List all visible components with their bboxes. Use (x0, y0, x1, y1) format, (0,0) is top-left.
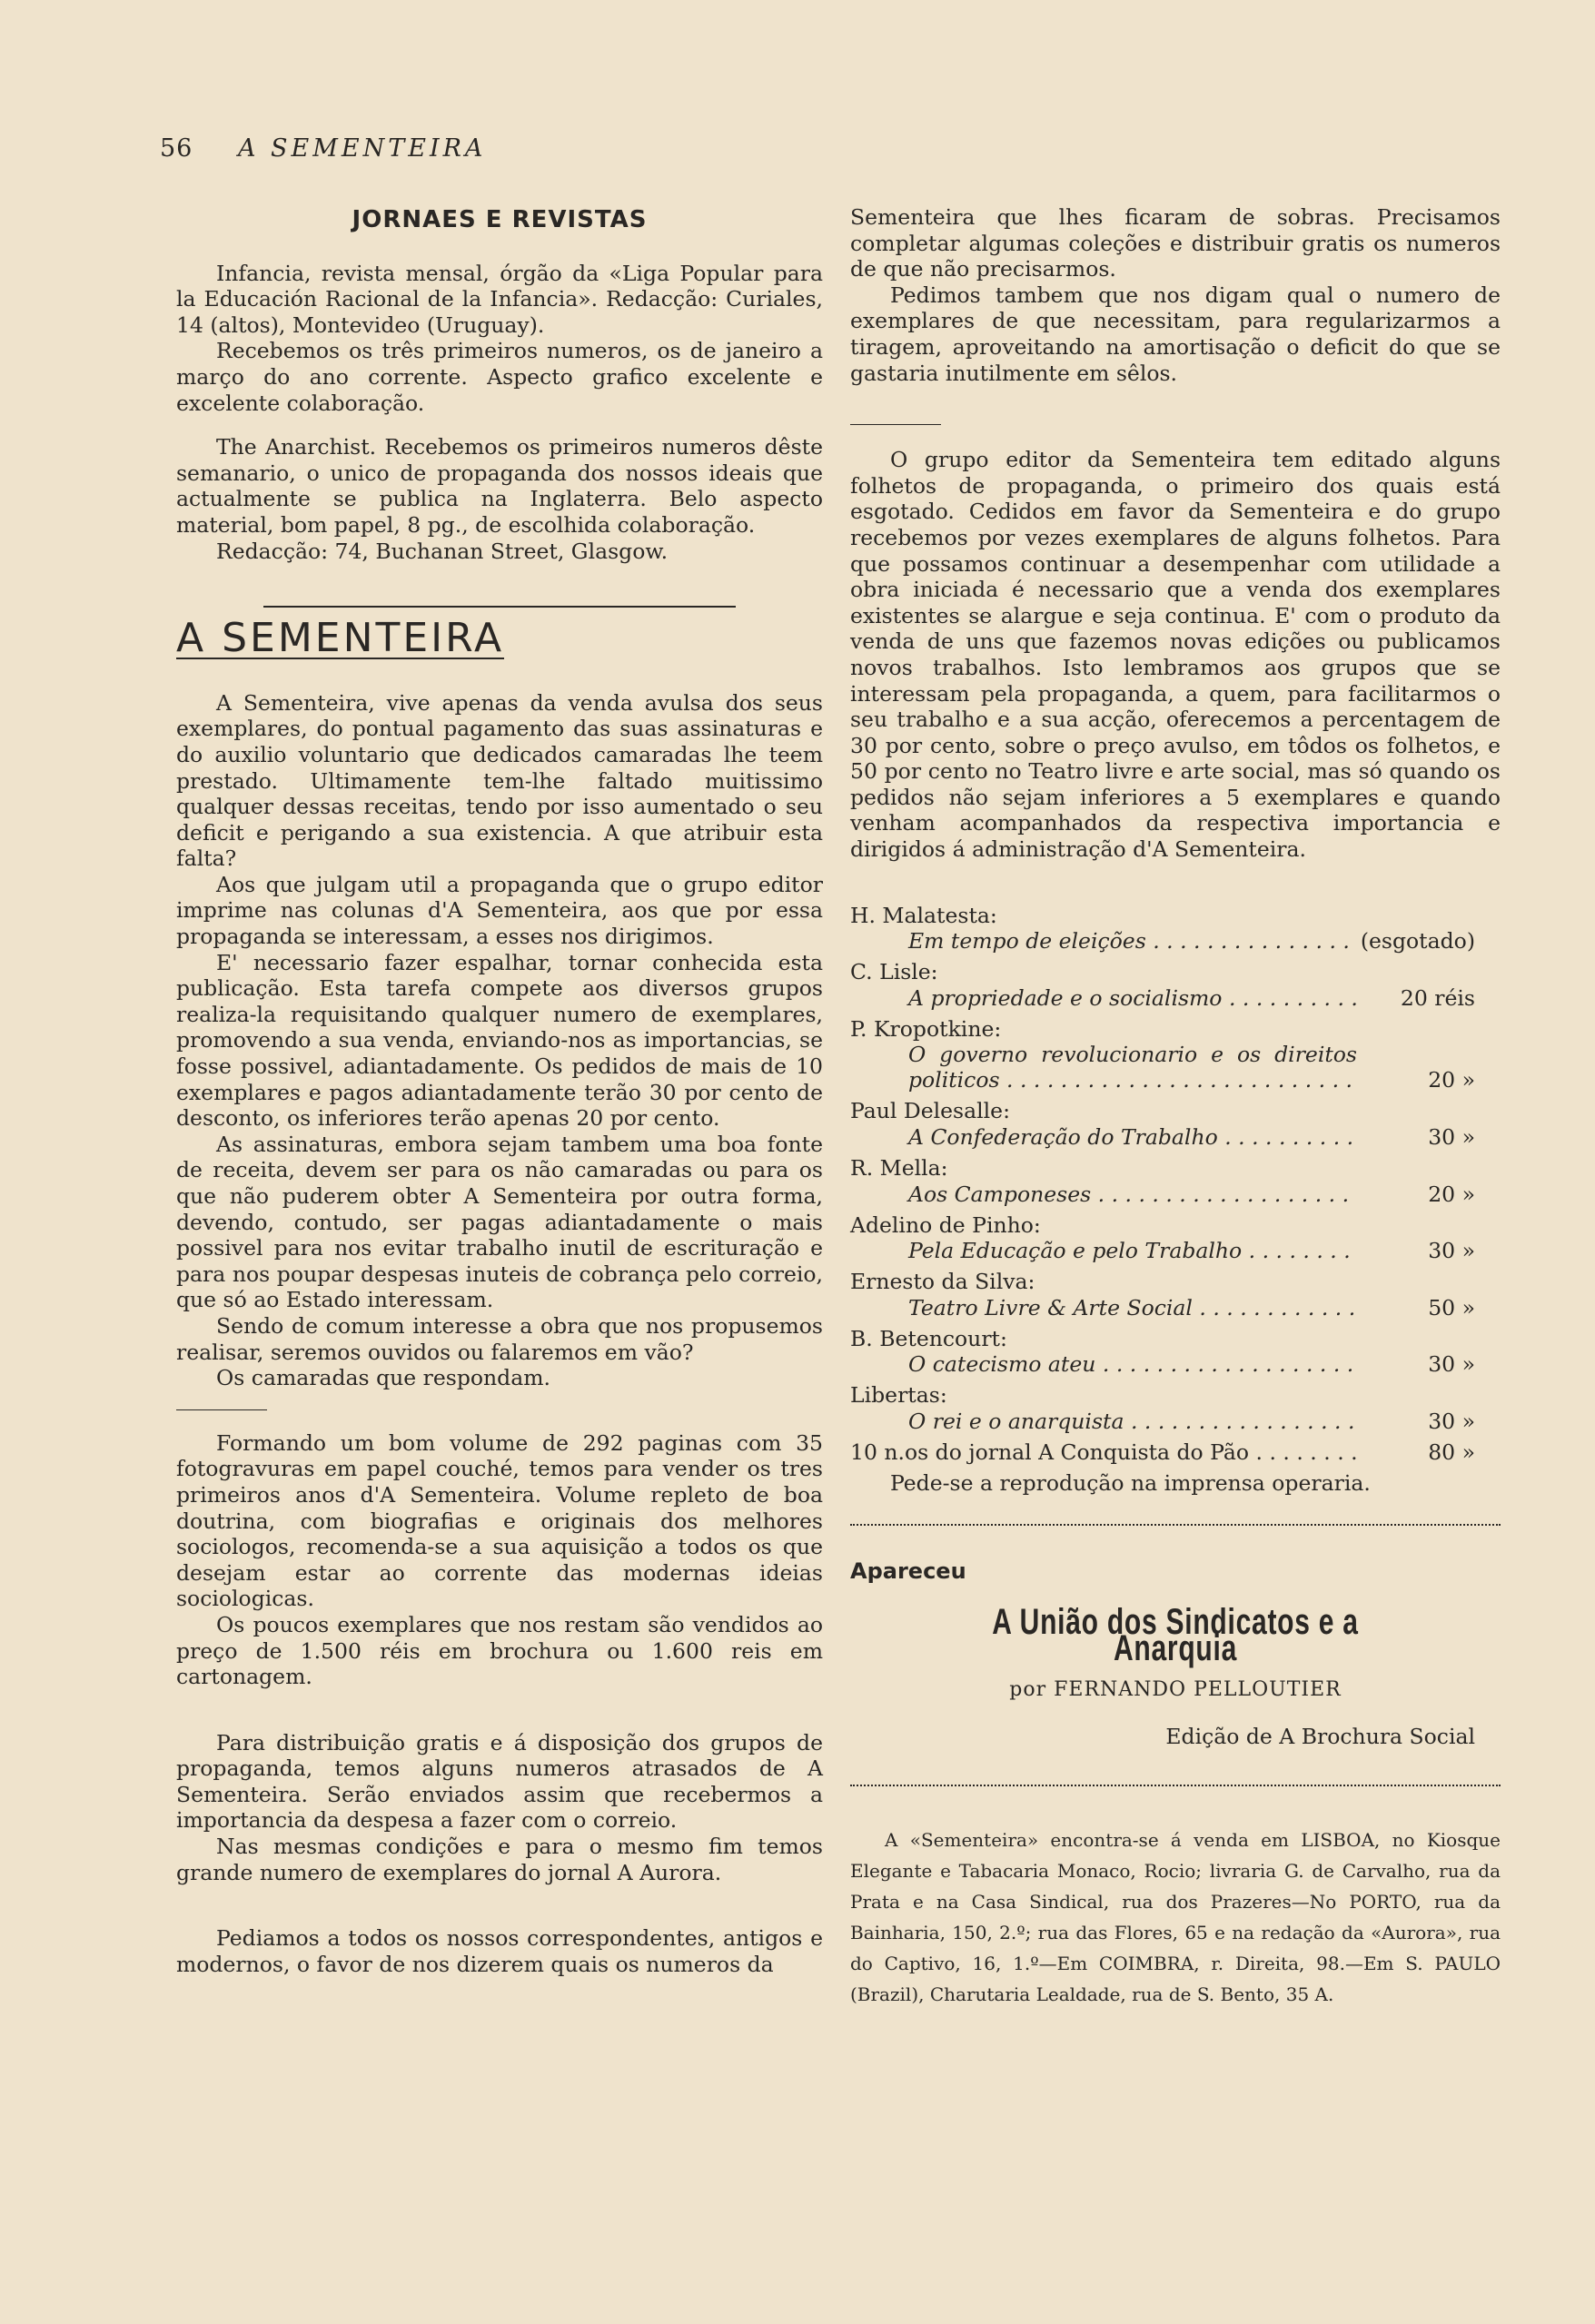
book-title: 10 n.os do jornal A Conquista do Pão . . . (850, 1439, 1357, 1465)
volume-paragraph: Os poucos exemplares que nos restam são vendidos ao preço de 1.500 réis em brochura ou 1.600 reis em cartonagem. (176, 1611, 823, 1690)
sales-notice: A «Sementeira» encontra-se á venda em LISBOA, no Kiosque Elegante e Tabacaria Monaco, Rocio; livraria G. de Carvalho, rua da Prata e na Casa Sindical, rua dos Prazeres—No PORTO, rua da Bainharia, 150, 2.º; rua das Flores, 65 e na redação da «Aurora», rua do Captivo, 16, 1.º—Em COIMBRA, r. Direita, 98.—Em S. PAULO (Brazil), Charutaria Lealdade, rua de S. Bento, 35 A. (850, 1828, 1501, 2005)
book-price: 20 réis (1400, 984, 1475, 1011)
book-author: R. Mella: (850, 1155, 948, 1182)
book-entry (850, 1155, 1501, 1207)
book-title: O catecismo ateu . . . (850, 1351, 1357, 1377)
book-title: Pela Educação e pelo Trabalho . . . (850, 1238, 1357, 1263)
book-entry (850, 1212, 1501, 1264)
left-column (176, 207, 823, 1977)
article-paragraph: Os camaradas que respondam. (216, 1365, 550, 1391)
editor-group-paragraph: O grupo editor da Sementeira tem editado alguns folhetos de propaganda, o primeiro dos quais está esgotado. Cedidos em favor da Sementeira e do grupo recebemos por vezes exemplares de alguns folhetos. Para que possamos continuar a desempenhar com utilidade a obra iniciada é necessario que a venda dos exemplares existentes se alargue e seja continua. E' com o produto da venda de uns que fazemos novas edições ou publicamos novos trabalhos. Isto lembramos aos grupos que se interessam pela propaganda, a quem, para facilitarmos o seu trabalho e a sua acção, oferecemos a percentagem de 30 por cento, sobre o preço avulso, em tôdos os folhetos, e 50 por cento no Teatro livre e arte social, mas só quando os pedidos não sejam inferiores a 5 exemplares e quando venham acompanhados da respectiva importancia e dirigidos á administração d'A Sementeira. (850, 447, 1501, 863)
book-entry (850, 1016, 1501, 1093)
book-price: (esgotado) (1360, 928, 1475, 954)
book-entry (850, 903, 1501, 954)
short-rule (850, 424, 941, 425)
article-paragraph: Sendo de comum interesse a obra que nos propusemos realisar, seremos ouvidos ou falaremos em vão? (176, 1312, 823, 1365)
dotted-separator (850, 1524, 1501, 1526)
book-author: Libertas: (850, 1382, 947, 1409)
request-paragraph-2: Pedimos tambem que nos digam qual o numero de exemplares de que necessitam, para regularizarmos a tiragem, aproveitando na amortisação o deficit do que se gastaria inutilmente em sêlos. (850, 282, 1501, 386)
book-price: 30 » (1428, 1124, 1475, 1151)
article-paragraph: A Sementeira, vive apenas da venda avulsa dos seus exemplares, do pontual pagamento das suas assinaturas e do auxilio voluntario que dedicados camaradas lhe teem prestado. Ultimamente tem-lhe faltado muitissimo qualquer dessas receitas, tendo por isso aumentado o seu deficit e perigando a sua existencia. A que atribuir esta falta? (176, 689, 823, 872)
book-title: A propriedade e o socialismo . . . (850, 985, 1357, 1011)
book-title: O governo revolucionario e os direitos politicos . . . (850, 1042, 1357, 1093)
edition-line: Edição de A Brochura Social (1165, 1723, 1475, 1749)
short-rule (176, 1409, 267, 1410)
book-entry (850, 1098, 1501, 1150)
reproduction-note: Pede-se a reprodução na imprensa operaria. (890, 1470, 1371, 1496)
article-paragraph: E' necessario fazer espalhar, tornar conhecida esta publicação. Esta tarefa compete aos diversos grupos realiza-la requisitando qualquer numero de exemplares, promovendo a sua venda, enviando-nos as importancias, se fosse possivel, adiantadamente. Os pedidos de mais de 10 exemplares e pagos adiantadamente terão 30 por cento de desconto, os inferiores terão apenas 20 por cento. (176, 949, 823, 1132)
book-price: 20 » (1428, 1067, 1475, 1093)
book-announcement-title: A União dos Sindicatos e a Anarquia (992, 1602, 1359, 1668)
book-author: B. Betencourt: (850, 1325, 1007, 1351)
book-price: 30 » (1428, 1409, 1475, 1434)
main-title: A SEMENTEIRA (176, 615, 505, 662)
book-price: 80 » (1428, 1439, 1475, 1465)
infancia-paragraph: Infancia, revista mensal, órgão da «Liga Popular para la Educación Racional de la Infancia». Redacção: Curiales, 14 (altos), Montevideo (Uruguay). (176, 260, 823, 338)
separator (176, 606, 823, 608)
book-author: H. Malatesta: (850, 902, 997, 928)
book-title: Teatro Livre & Arte Social . . . (850, 1295, 1357, 1320)
anarchist-paragraph: The Anarchist. Recebemos os primeiros numeros dêste semanario, o unico de propaganda dos nossos ideais que actualmente se publica na Inglaterra. Belo aspecto material, bom papel, 8 pg., de escolhida colaboração. (176, 434, 823, 538)
apareceu-label: Apareceu (850, 1558, 966, 1584)
article-paragraph: Aos que julgam util a propaganda que o grupo editor imprime nas colunas d'A Sementeira, aos que por essa propaganda se interessam, a esses nos dirigimos. (176, 871, 823, 950)
continued-paragraph: Sementeira que lhes ficaram de sobras. Precisamos completar algumas coleções e distribuir gratis os numeros de que não precisarmos. (850, 204, 1501, 282)
page-number: 56 (160, 134, 193, 163)
book-entry (850, 959, 1501, 1011)
section-heading: JORNAES E REVISTAS (352, 206, 648, 233)
book-title: A Confederação do Trabalho . . . (850, 1124, 1357, 1150)
book-entry-last (850, 1439, 1501, 1465)
infancia-paragraph-2: Recebemos os três primeiros numeros, os de janeiro a março do ano corrente. Aspecto grafico excelente e excelente colaboração. (176, 338, 823, 416)
volume-paragraph: Formando um bom volume de 292 paginas com 35 fotogravuras em papel couché, temos para vender os tres primeiros anos d'A Sementeira. Volume repleto de boa doutrina, com biografias e originais dos melhores sociologos, recomenda-se a sua aquisição a todos os que desejam estar ao corrente das modernas ideias sociologicas. (176, 1429, 823, 1612)
book-title: O rei e o anarquista . . . (850, 1409, 1357, 1434)
page-header (160, 134, 486, 163)
book-price: 50 » (1428, 1294, 1475, 1320)
dotted-separator (850, 1785, 1501, 1786)
distribution-paragraph: Para distribuição gratis e á disposição dos grupos de propaganda, temos alguns numeros atrasados de A Sementeira. Serão enviados assim que recebermos a importancia da despesa a fazer com o correio. (176, 1729, 823, 1834)
book-author: Paul Delesalle: (850, 1098, 1010, 1124)
book-author-line: por FERNANDO PELLOUTIER (1009, 1678, 1342, 1702)
aurora-paragraph: Nas mesmas condições e para o mesmo fim temos grande numero de exemplares do jornal A Aurora. (176, 1834, 823, 1885)
book-entry (850, 1382, 1501, 1434)
book-entry (850, 1269, 1501, 1320)
book-author: C. Lisle: (850, 959, 938, 985)
book-title: Em tempo de eleições . . . (850, 928, 1357, 954)
book-author: P. Kropotkine: (850, 1015, 1002, 1042)
right-column (850, 204, 1501, 2010)
book-author: Adelino de Pinho: (850, 1211, 1041, 1238)
journal-name: A SEMENTEIRA (237, 134, 487, 163)
book-entry (850, 1326, 1501, 1378)
book-title: Aos Camponeses . . . (850, 1182, 1357, 1207)
book-price: 30 » (1428, 1351, 1475, 1378)
request-paragraph: Pediamos a todos os nossos correspondentes, antigos e modernos, o favor de nos dizerem quais os numeros da (176, 1925, 823, 1977)
book-author: Ernesto da Silva: (850, 1269, 1035, 1295)
book-price: 20 » (1428, 1181, 1475, 1207)
booklist (850, 903, 1501, 1497)
book-price: 30 » (1428, 1238, 1475, 1264)
anarchist-address: Redacção: 74, Buchanan Street, Glasgow. (216, 538, 669, 564)
article-paragraph: As assinaturas, embora sejam tambem uma boa fonte de receita, devem ser para os não camaradas ou para os que não puderem obter A Sementeira por outra forma, devendo, contudo, ser pagas adiantadamente o mais possivel para nos evitar trabalho inutil de escrituração e para nos poupar despesas inuteis de cobrança pelo correio, que só ao Estado interessam. (176, 1131, 823, 1313)
